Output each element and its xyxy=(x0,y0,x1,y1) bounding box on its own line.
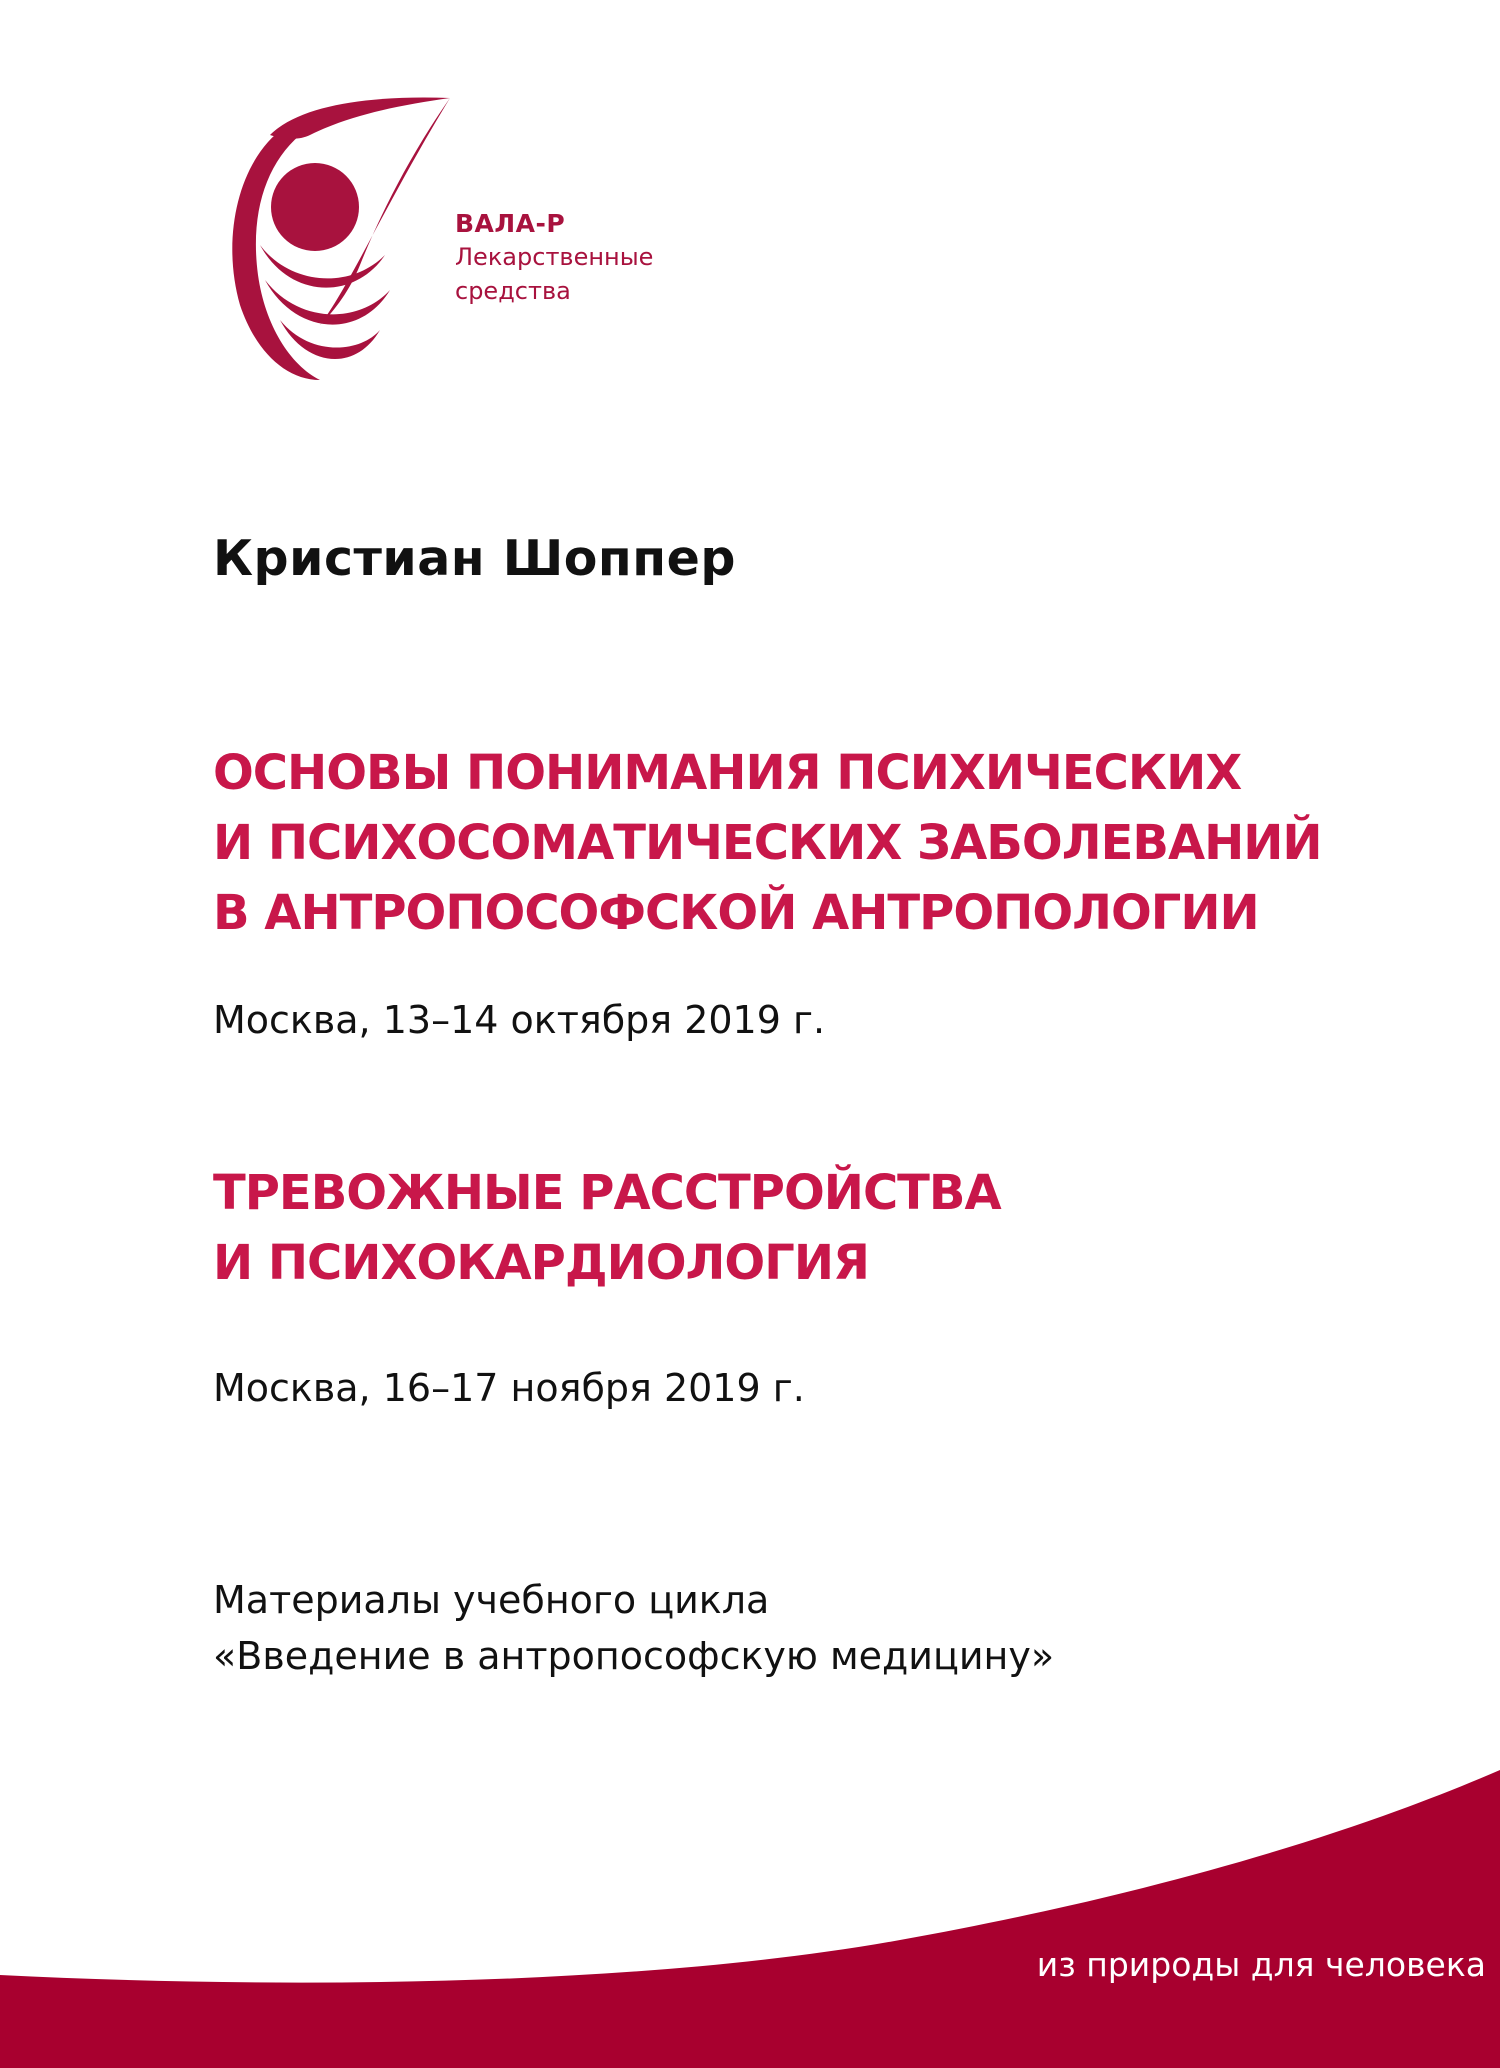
materials-line1: Материалы учебного цикла xyxy=(213,1578,770,1622)
seminar2-title-line: ТРЕВОЖНЫЕ РАССТРОЙСТВА xyxy=(213,1165,1001,1221)
seminar1-title-line: И ПСИХОСОМАТИЧЕСКИХ ЗАБОЛЕВАНИЙ xyxy=(213,815,1322,871)
author-name: Кристиан Шоппер xyxy=(213,530,736,587)
footer-slogan: из природы для человека xyxy=(1036,1945,1486,1984)
seminar1-title-line: ОСНОВЫ ПОНИМАНИЯ ПСИХИЧЕСКИХ xyxy=(213,745,1242,801)
seminar2-title-line: И ПСИХОКАРДИОЛОГИЯ xyxy=(213,1235,869,1291)
brand-name: ВАЛА-Р xyxy=(455,209,566,238)
seminar2-date: Москва, 16–17 ноября 2019 г. xyxy=(213,1366,805,1410)
materials-line2: «Введение в антропософскую медицину» xyxy=(213,1634,1055,1678)
brand-subtitle-line2: средства xyxy=(455,277,571,305)
seminar1-title-line: В АНТРОПОСОФСКОЙ АНТРОПОЛОГИИ xyxy=(213,885,1259,941)
brand-subtitle-line1: Лекарственные xyxy=(455,243,654,271)
seminar1-date: Москва, 13–14 октября 2019 г. xyxy=(213,998,826,1042)
